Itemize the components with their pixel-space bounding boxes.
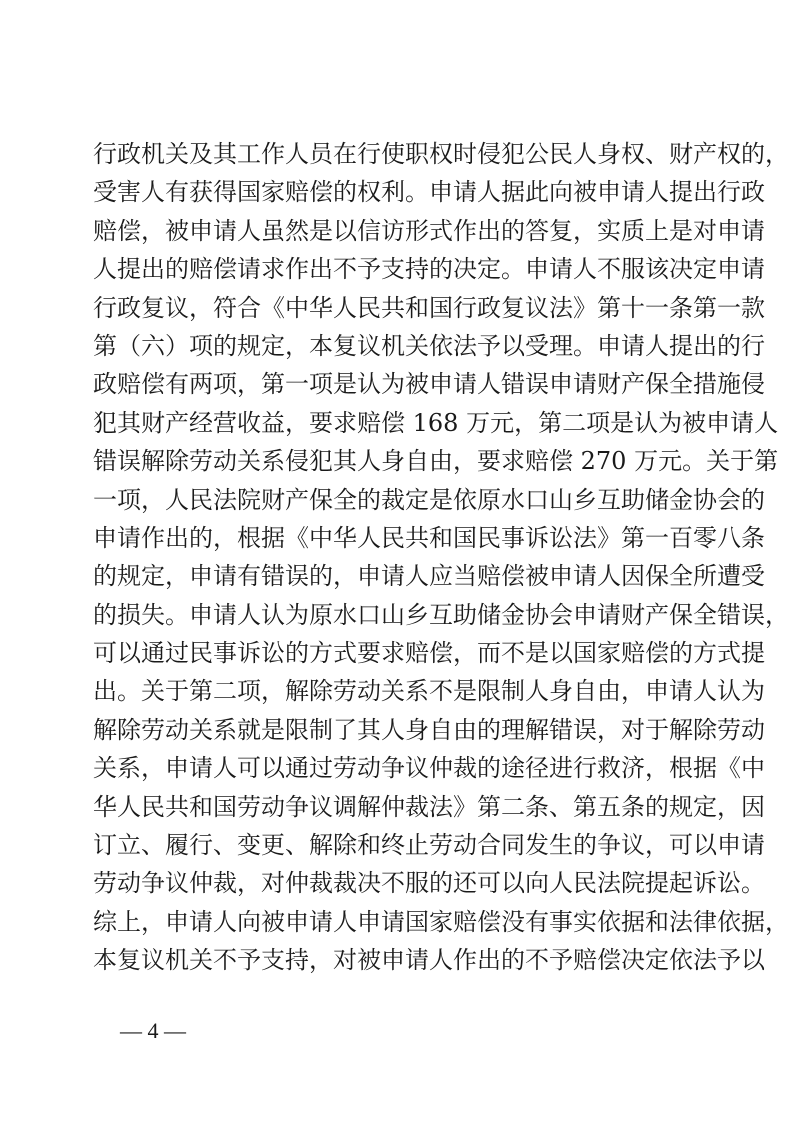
body-text (93, 135, 789, 980)
text-line: 本复议机关不予支持，对被申请人作出的不予赔偿决定依法予以 (93, 946, 765, 975)
text-line: 的规定，申请有错误的，申请人应当赔偿被申请人因保全所遭受 (93, 562, 765, 591)
text-line: 行政复议，符合《中华人民共和国行政复议法》第十一条第一款 (93, 293, 765, 322)
text-line: 第（六）项的规定，本复议机关依法予以受理。申请人提出的行 (93, 331, 765, 360)
text-line: 错误解除劳动关系侵犯其人身自由，要求赔偿 270 万元。关于第 (93, 447, 779, 476)
text-line: 人提出的赔偿请求作出不予支持的决定。申请人不服该决定申请 (93, 255, 765, 284)
text-line: 一项，人民法院财产保全的裁定是依原水口山乡互助储金协会的 (93, 485, 765, 514)
text-line: 的损失。申请人认为原水口山乡互助储金协会申请财产保全错误， (93, 600, 789, 629)
text-line: 政赔偿有两项，第一项是认为被申请人错误申请财产保全措施侵 (93, 370, 765, 399)
text-line: 赔偿，被申请人虽然是以信访形式作出的答复，实质上是对申请 (93, 216, 765, 245)
text-line: 综上，申请人向被申请人申请国家赔偿没有事实依据和法律依据， (93, 907, 789, 936)
text-line: 可以通过民事诉讼的方式要求赔偿，而不是以国家赔偿的方式提 (93, 639, 765, 668)
text-line: 劳动争议仲裁，对仲裁裁决不服的还可以向人民法院提起诉讼。 (93, 869, 765, 898)
page-number: — 4 — (120, 1018, 186, 1043)
text-line: 受害人有获得国家赔偿的权利。申请人据此向被申请人提出行政 (93, 178, 765, 207)
text-line: 订立、履行、变更、解除和终止劳动合同发生的争议，可以申请 (93, 831, 765, 860)
text-line: 华人民共和国劳动争议调解仲裁法》第二条、第五条的规定，因 (93, 792, 765, 821)
text-line: 解除劳动关系就是限制了其人身自由的理解错误，对于解除劳动 (93, 715, 765, 744)
text-line: 犯其财产经营收益，要求赔偿 168 万元，第二项是认为被申请人 (93, 408, 779, 437)
text-line: 关系，申请人可以通过劳动争议仲裁的途径进行救济，根据《中 (93, 754, 765, 783)
text-line: 出。关于第二项，解除劳动关系不是限制人身自由，申请人认为 (93, 677, 765, 706)
text-line: 申请作出的，根据《中华人民共和国民事诉讼法》第一百零八条 (93, 523, 765, 552)
text-line: 行政机关及其工作人员在行使职权时侵犯公民人身权、财产权的， (93, 140, 789, 168)
